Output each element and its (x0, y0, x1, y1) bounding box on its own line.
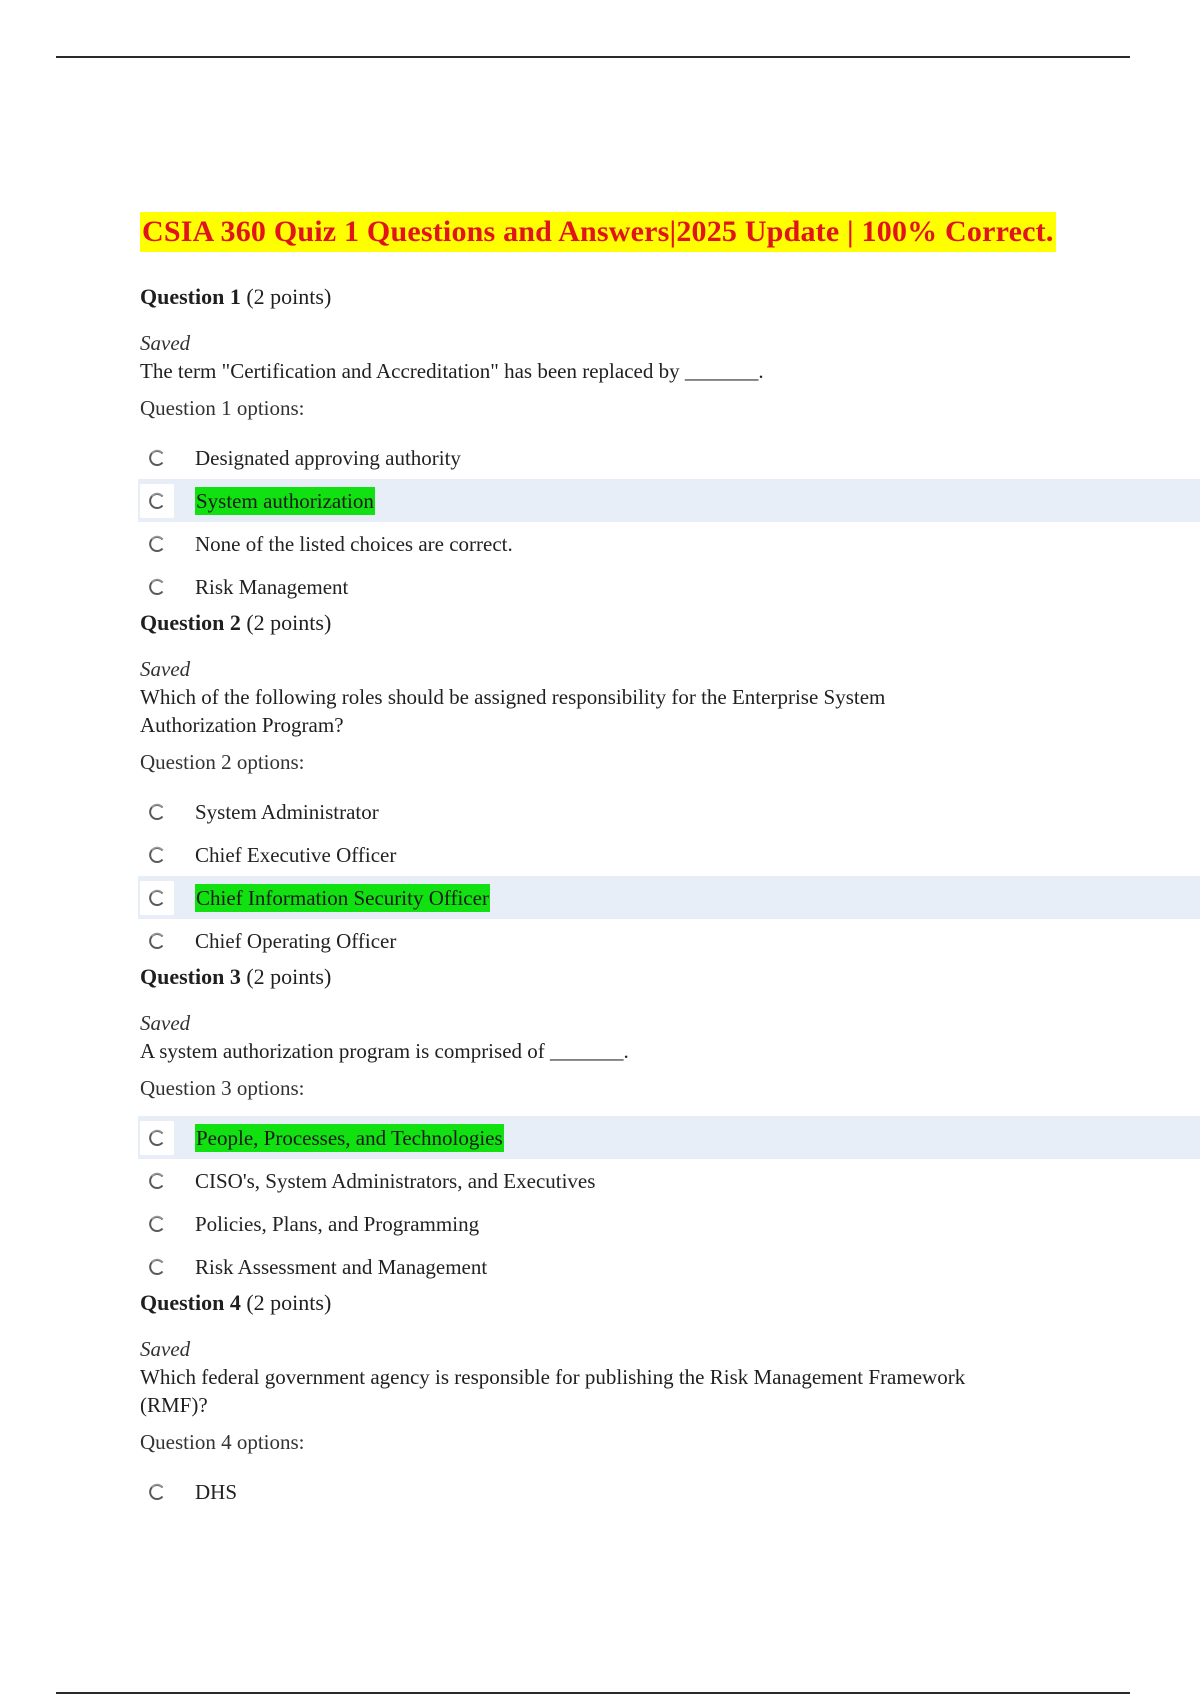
answer-option[interactable] (138, 522, 1190, 565)
options-list (140, 1470, 1190, 1513)
question-list (140, 282, 1190, 1513)
answer-option[interactable] (138, 1245, 1190, 1288)
question-2 (140, 608, 1190, 962)
option-label: Risk Assessment and Management (195, 1254, 488, 1279)
option-label: Risk Management (195, 574, 349, 599)
question-header (140, 608, 1190, 642)
options-list (140, 1116, 1190, 1288)
answer-option[interactable] (138, 790, 1190, 833)
page-bottom-rule (56, 1692, 1130, 1694)
radio-button-icon[interactable] (140, 924, 174, 958)
question-header (140, 1288, 1190, 1322)
question-1 (140, 282, 1190, 608)
option-label: CISO's, System Administrators, and Executives (195, 1168, 596, 1193)
question-prompt: The term "Certification and Accreditation" has been replaced by _______. (140, 359, 764, 383)
answer-option[interactable] (138, 876, 1200, 919)
question-number: Question 2 (140, 610, 241, 635)
question-points: (2 points) (246, 1290, 332, 1315)
option-label: None of the listed choices are correct. (195, 531, 513, 556)
radio-button-icon[interactable] (140, 1475, 174, 1509)
question-prompt: A system authorization program is comprised of _______. (140, 1039, 629, 1063)
radio-button-icon[interactable] (140, 441, 174, 475)
options-label: Question 2 options: (140, 750, 305, 774)
answer-option[interactable] (138, 565, 1190, 608)
saved-status: Saved (140, 657, 191, 681)
quiz-content (140, 212, 1190, 1513)
saved-status: Saved (140, 331, 191, 355)
options-list (140, 790, 1190, 962)
answer-option[interactable] (138, 919, 1190, 962)
answer-option[interactable] (138, 1470, 1190, 1513)
options-label: Question 3 options: (140, 1076, 305, 1100)
option-label: Chief Information Security Officer (196, 885, 489, 910)
question-points: (2 points) (246, 284, 332, 309)
answer-option[interactable] (138, 1116, 1200, 1159)
question-points: (2 points) (246, 964, 332, 989)
radio-button-icon[interactable] (140, 527, 174, 561)
radio-button-icon[interactable] (140, 1164, 174, 1198)
question-number: Question 3 (140, 964, 241, 989)
radio-button-icon[interactable] (140, 1207, 174, 1241)
answer-option[interactable] (138, 1202, 1190, 1245)
options-label: Question 1 options: (140, 396, 305, 420)
question-prompt: Which of the following roles should be assigned responsibility for the Enterprise System Authorization Program? (140, 685, 886, 737)
radio-button-icon[interactable] (140, 838, 174, 872)
radio-button-icon[interactable] (140, 795, 174, 829)
option-label: Designated approving authority (195, 445, 461, 470)
saved-status: Saved (140, 1011, 191, 1035)
question-prompt: Which federal government agency is responsible for publishing the Risk Management Framework (RMF)? (140, 1365, 966, 1417)
answer-option[interactable] (138, 479, 1200, 522)
question-4 (140, 1288, 1190, 1513)
page-top-rule (56, 56, 1130, 58)
option-label: People, Processes, and Technologies (196, 1125, 503, 1150)
answer-option[interactable] (138, 436, 1190, 479)
question-number: Question 4 (140, 1290, 241, 1315)
options-list (140, 436, 1190, 608)
option-label: Chief Operating Officer (195, 928, 397, 953)
option-label: System authorization (196, 488, 374, 513)
question-points: (2 points) (246, 610, 332, 635)
saved-status: Saved (140, 1337, 191, 1361)
document-title: CSIA 360 Quiz 1 Questions and Answers|2025 Update | 100% Correct. (140, 212, 1056, 252)
radio-button-icon[interactable] (140, 881, 174, 915)
radio-button-icon[interactable] (140, 1121, 174, 1155)
question-header (140, 282, 1190, 316)
question-number: Question 1 (140, 284, 241, 309)
option-label: Chief Executive Officer (195, 842, 397, 867)
option-label: Policies, Plans, and Programming (195, 1211, 480, 1236)
question-header (140, 962, 1190, 996)
question-3 (140, 962, 1190, 1288)
radio-button-icon[interactable] (140, 484, 174, 518)
radio-button-icon[interactable] (140, 570, 174, 604)
answer-option[interactable] (138, 1159, 1190, 1202)
radio-button-icon[interactable] (140, 1250, 174, 1284)
option-label: System Administrator (195, 799, 379, 824)
answer-option[interactable] (138, 833, 1190, 876)
option-label: DHS (195, 1479, 238, 1504)
options-label: Question 4 options: (140, 1430, 305, 1454)
